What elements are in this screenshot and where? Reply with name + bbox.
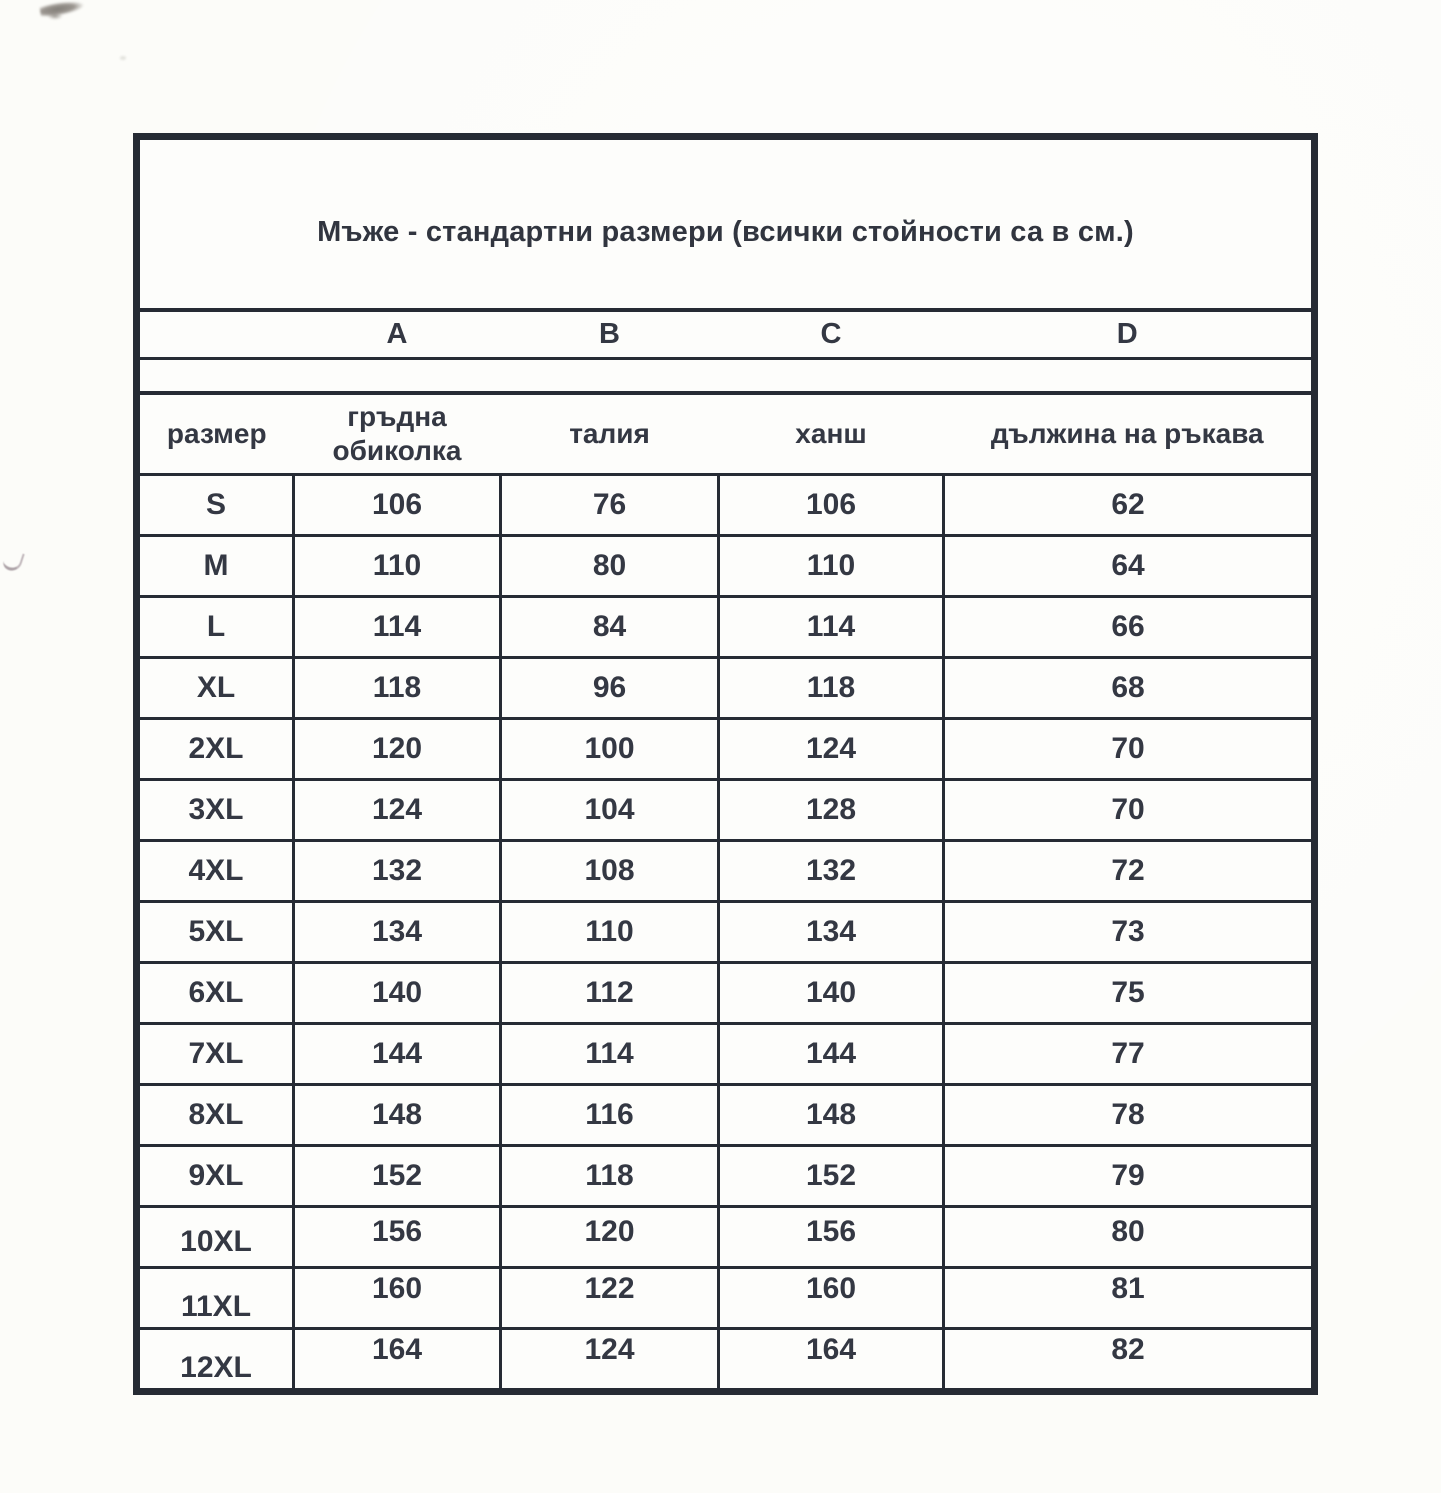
header-row xyxy=(137,393,1315,475)
waist-value-cell xyxy=(501,1146,719,1207)
sleeve-value-cell xyxy=(944,963,1315,1024)
size-cell xyxy=(137,1268,294,1329)
table-row xyxy=(137,1085,1315,1146)
chest-value-cell xyxy=(294,963,501,1024)
hips-value: 124 xyxy=(805,732,857,765)
header-chest: гръдна обиколка xyxy=(294,393,501,475)
hips-value-cell xyxy=(719,902,944,963)
waist-value: 76 xyxy=(592,488,627,521)
size-label: L xyxy=(206,610,226,643)
size-label: 9XL xyxy=(188,1159,244,1192)
hips-value-cell xyxy=(719,1085,944,1146)
table-row xyxy=(137,719,1315,780)
sleeve-value: 82 xyxy=(1111,1333,1145,1366)
size-chart-table-body xyxy=(137,137,1315,1392)
sleeve-value-cell xyxy=(944,1268,1315,1329)
header-waist: талия xyxy=(501,393,719,475)
header-sleeve: дължина на ръкава xyxy=(944,393,1315,475)
hips-value: 152 xyxy=(805,1159,857,1192)
sleeve-value-cell xyxy=(944,1146,1315,1207)
waist-value: 108 xyxy=(584,854,635,887)
chest-value: 134 xyxy=(371,915,423,948)
table-row xyxy=(137,597,1315,658)
chest-value: 148 xyxy=(371,1098,423,1131)
chest-value-cell xyxy=(294,841,501,902)
hips-value: 106 xyxy=(805,488,857,521)
sleeve-value-cell xyxy=(944,719,1315,780)
waist-value: 122 xyxy=(584,1272,635,1305)
chest-value: 118 xyxy=(372,671,422,704)
hips-value-cell xyxy=(719,1207,944,1268)
letter-cell-c: C xyxy=(719,310,944,359)
sleeve-value-cell xyxy=(944,1024,1315,1085)
waist-value-cell xyxy=(501,719,719,780)
table-row xyxy=(137,841,1315,902)
waist-value-cell xyxy=(501,841,719,902)
sleeve-value: 64 xyxy=(1111,549,1145,582)
chest-value: 124 xyxy=(371,793,423,826)
hips-value-cell xyxy=(719,719,944,780)
waist-value: 120 xyxy=(584,1215,635,1248)
waist-value-cell xyxy=(501,658,719,719)
size-chart-table xyxy=(133,133,1318,1395)
waist-value: 80 xyxy=(592,549,627,582)
sleeve-value-cell xyxy=(944,902,1315,963)
waist-value-cell xyxy=(501,1329,719,1392)
chest-value-cell xyxy=(294,658,501,719)
hips-value: 128 xyxy=(805,793,857,826)
waist-value-cell xyxy=(501,902,719,963)
chest-value: 144 xyxy=(371,1037,423,1070)
table-row xyxy=(137,780,1315,841)
size-label: 5XL xyxy=(188,915,244,948)
waist-value-cell xyxy=(501,1085,719,1146)
size-label: M xyxy=(203,549,229,582)
chest-value: 140 xyxy=(371,976,423,1009)
size-label: 12XL xyxy=(180,1351,252,1384)
size-cell xyxy=(137,780,294,841)
chest-value-cell xyxy=(294,1329,501,1392)
size-cell xyxy=(137,963,294,1024)
waist-value-cell xyxy=(501,536,719,597)
sleeve-value: 66 xyxy=(1111,610,1145,643)
sleeve-value-cell xyxy=(944,841,1315,902)
chest-value-cell xyxy=(294,719,501,780)
size-cell xyxy=(137,475,294,536)
hips-value: 156 xyxy=(805,1215,857,1248)
size-cell xyxy=(137,1024,294,1085)
letter-cell-blank xyxy=(137,310,294,359)
scan-artifact-dot xyxy=(120,56,126,60)
hips-value-cell xyxy=(719,1268,944,1329)
sleeve-value-cell xyxy=(944,658,1315,719)
waist-value-cell xyxy=(501,963,719,1024)
column-letter-row xyxy=(137,310,1315,359)
size-label: 2XL xyxy=(188,732,244,765)
hips-value: 114 xyxy=(806,610,856,643)
hips-value: 140 xyxy=(805,976,857,1009)
header-hips: ханш xyxy=(719,393,944,475)
chest-value-cell xyxy=(294,902,501,963)
chest-value: 156 xyxy=(371,1215,423,1248)
spacer-row xyxy=(137,359,1315,394)
size-cell xyxy=(137,1085,294,1146)
sleeve-value-cell xyxy=(944,536,1315,597)
size-cell xyxy=(137,597,294,658)
hips-value: 164 xyxy=(805,1333,857,1366)
sleeve-value-cell xyxy=(944,780,1315,841)
waist-value: 110 xyxy=(585,915,634,948)
chest-value: 120 xyxy=(371,732,423,765)
table-row xyxy=(137,1146,1315,1207)
size-label: 6XL xyxy=(188,976,244,1009)
sleeve-value: 78 xyxy=(1111,1098,1145,1131)
sleeve-value: 62 xyxy=(1111,488,1145,521)
sleeve-value-cell xyxy=(944,1207,1315,1268)
table-row xyxy=(137,902,1315,963)
table-row xyxy=(137,1024,1315,1085)
table-row xyxy=(137,536,1315,597)
chest-value-cell xyxy=(294,536,501,597)
hips-value-cell xyxy=(719,1146,944,1207)
scan-artifact-corner-smudge-tail xyxy=(47,12,63,20)
waist-value: 112 xyxy=(585,976,634,1009)
waist-value-cell xyxy=(501,1268,719,1329)
chest-value-cell xyxy=(294,1024,501,1085)
hips-value-cell xyxy=(719,963,944,1024)
size-cell xyxy=(137,719,294,780)
hips-value-cell xyxy=(719,597,944,658)
waist-value: 118 xyxy=(585,1159,634,1192)
sleeve-value-cell xyxy=(944,1085,1315,1146)
sleeve-value-cell xyxy=(944,475,1315,536)
hips-value-cell xyxy=(719,475,944,536)
sleeve-value: 68 xyxy=(1111,671,1145,704)
table-row xyxy=(137,963,1315,1024)
hips-value: 132 xyxy=(805,854,857,887)
chest-value-cell xyxy=(294,780,501,841)
size-label: 11XL xyxy=(180,1290,252,1323)
hips-value: 148 xyxy=(805,1098,857,1131)
sleeve-value: 77 xyxy=(1111,1037,1145,1070)
hips-value-cell xyxy=(719,780,944,841)
sleeve-value: 75 xyxy=(1111,976,1145,1009)
chest-value: 132 xyxy=(371,854,423,887)
sleeve-value-cell xyxy=(944,1329,1315,1392)
table-row xyxy=(137,475,1315,536)
waist-value: 124 xyxy=(584,1333,635,1366)
sleeve-value: 81 xyxy=(1111,1272,1145,1305)
scan-artifact-corner-smudge xyxy=(39,0,84,18)
chest-value: 160 xyxy=(371,1272,423,1305)
sleeve-value: 79 xyxy=(1111,1159,1145,1192)
waist-value: 96 xyxy=(592,671,627,704)
title-row xyxy=(137,137,1315,311)
size-label: XL xyxy=(196,671,236,704)
waist-value-cell xyxy=(501,780,719,841)
size-cell xyxy=(137,1146,294,1207)
letter-cell-a: A xyxy=(294,310,501,359)
waist-value-cell xyxy=(501,475,719,536)
hips-value-cell xyxy=(719,658,944,719)
size-label: 4XL xyxy=(188,854,244,887)
table-title: Мъже - стандартни размери (всички стойности са в см.) xyxy=(137,137,1315,311)
hips-value-cell xyxy=(719,536,944,597)
size-cell xyxy=(137,902,294,963)
chest-value-cell xyxy=(294,1268,501,1329)
waist-value-cell xyxy=(501,1024,719,1085)
table-row xyxy=(137,658,1315,719)
waist-value: 84 xyxy=(592,610,627,643)
chest-value: 110 xyxy=(372,549,422,582)
sleeve-value: 70 xyxy=(1111,793,1145,826)
sleeve-value: 73 xyxy=(1111,915,1145,948)
waist-value: 100 xyxy=(584,732,635,765)
scan-artifact-left-squiggle xyxy=(1,549,24,574)
size-label: S xyxy=(205,488,226,521)
waist-value-cell xyxy=(501,597,719,658)
size-cell xyxy=(137,1329,294,1392)
sleeve-value: 70 xyxy=(1111,732,1145,765)
table-row xyxy=(137,1207,1315,1268)
size-cell xyxy=(137,841,294,902)
size-cell xyxy=(137,536,294,597)
letter-cell-d: D xyxy=(944,310,1315,359)
spacer-cell xyxy=(137,359,1315,394)
chest-value: 164 xyxy=(371,1333,423,1366)
sleeve-value-cell xyxy=(944,597,1315,658)
size-cell xyxy=(137,658,294,719)
hips-value: 160 xyxy=(805,1272,857,1305)
size-label: 7XL xyxy=(188,1037,244,1070)
sleeve-value: 80 xyxy=(1111,1215,1145,1248)
table-row xyxy=(137,1329,1315,1392)
table-row xyxy=(137,1268,1315,1329)
size-label: 8XL xyxy=(188,1098,244,1131)
letter-cell-b: B xyxy=(501,310,719,359)
waist-value-cell xyxy=(501,1207,719,1268)
waist-value: 116 xyxy=(585,1098,634,1131)
waist-value: 114 xyxy=(585,1037,634,1070)
chest-value-cell xyxy=(294,1085,501,1146)
chest-value: 114 xyxy=(372,610,422,643)
waist-value: 104 xyxy=(584,793,635,826)
chest-value: 152 xyxy=(371,1159,423,1192)
size-cell xyxy=(137,1207,294,1268)
chest-value: 106 xyxy=(371,488,423,521)
hips-value: 110 xyxy=(806,549,856,582)
hips-value-cell xyxy=(719,1329,944,1392)
header-size: размер xyxy=(137,393,294,475)
chest-value-cell xyxy=(294,597,501,658)
hips-value: 118 xyxy=(806,671,856,704)
chest-value-cell xyxy=(294,1207,501,1268)
chest-value-cell xyxy=(294,475,501,536)
hips-value-cell xyxy=(719,841,944,902)
chest-value-cell xyxy=(294,1146,501,1207)
hips-value-cell xyxy=(719,1024,944,1085)
size-label: 3XL xyxy=(188,793,244,826)
hips-value: 144 xyxy=(805,1037,857,1070)
sleeve-value: 72 xyxy=(1111,854,1145,887)
size-label: 10XL xyxy=(180,1225,252,1258)
hips-value: 134 xyxy=(805,915,857,948)
